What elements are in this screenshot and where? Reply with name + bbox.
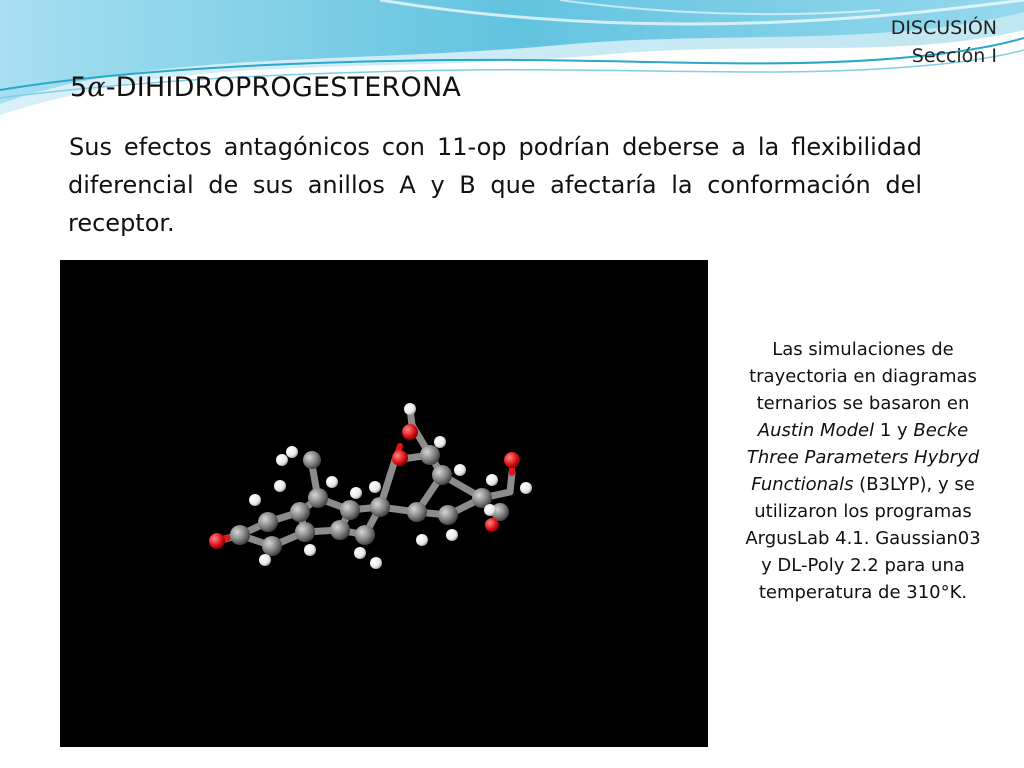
body-paragraph: Sus efectos antagónicos con 11-op podrían deberse a la flexibilidad diferencial de sus anillos A y B que afectaría la conformación del receptor. xyxy=(68,133,922,237)
title-number: 5 xyxy=(70,72,88,103)
title-alpha-symbol: α xyxy=(87,72,106,103)
caption-text-1: Las simulaciones de trayectoria en diagramas ternarios se basaron en xyxy=(749,339,977,414)
caption-emphasis-1: Austin Model xyxy=(757,420,875,441)
section-label xyxy=(891,14,997,70)
section-subtitle: Sección I xyxy=(911,45,997,67)
caption-text-3: (B3LYP), y se utilizaron los programas ArgusLab 4.1. Gaussian03 y DL-Poly 2.2 para una temperatura de 310°K. xyxy=(745,474,981,603)
title-text: -DIHIDROPROGESTERONA xyxy=(105,72,462,103)
molecule-3d-model-image xyxy=(60,260,708,747)
simulation-caption xyxy=(738,336,988,606)
section-title: DISCUSIÓN xyxy=(890,17,997,39)
caption-emphasis-2: Becke Three Parameters Hybryd Functionals xyxy=(746,420,980,495)
slide-title xyxy=(70,72,461,103)
caption-text-2: 1 y xyxy=(874,420,914,441)
molecule-render-panel xyxy=(60,260,708,747)
